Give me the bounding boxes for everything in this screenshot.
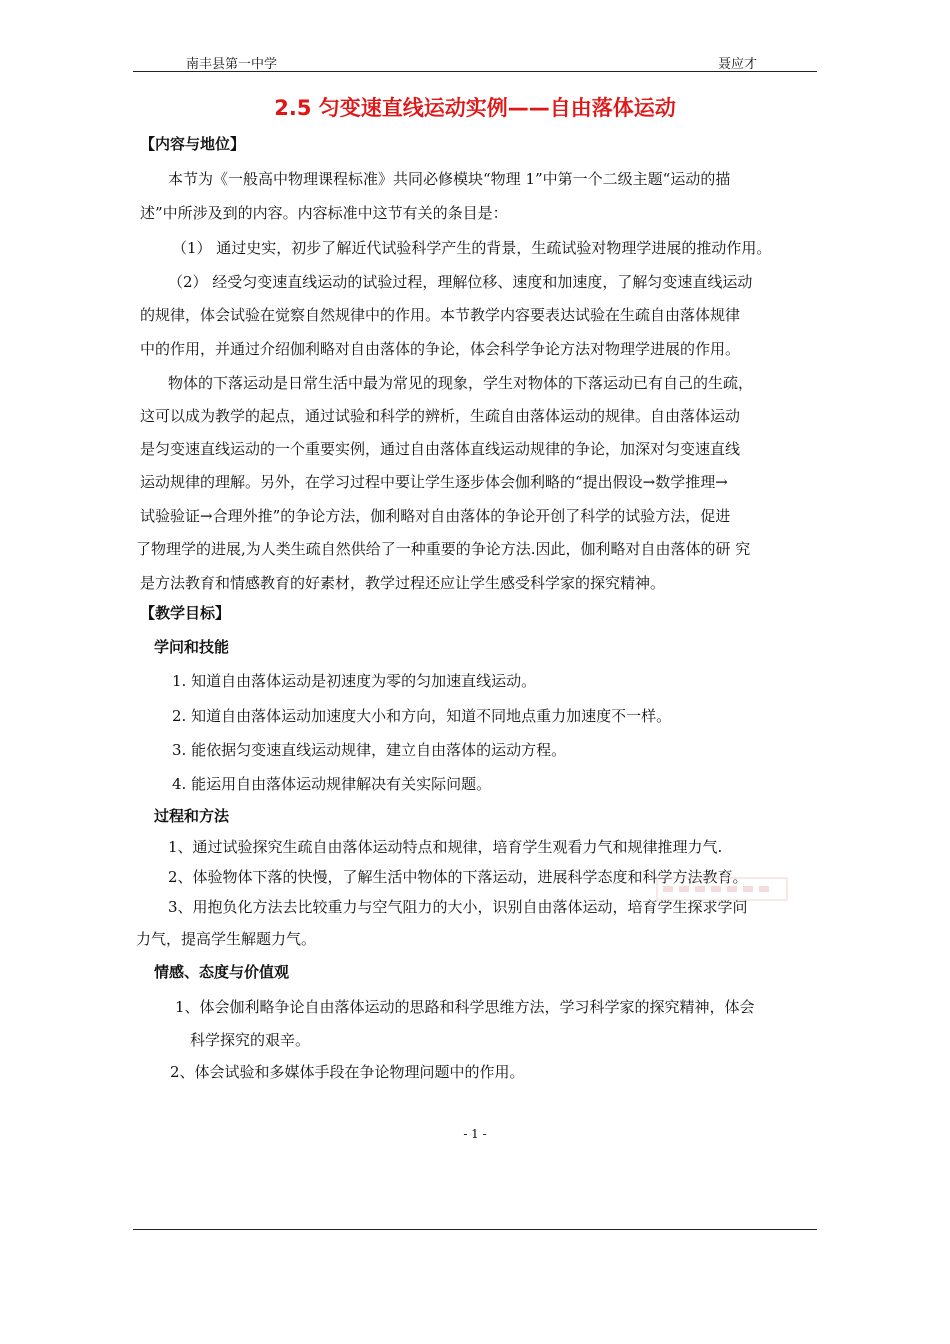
section-heading-content: 【内容与地位】 xyxy=(140,135,246,153)
subheading-emotion: 情感、态度与价值观 xyxy=(154,963,290,981)
list-item: 科学探究的艰辛。 xyxy=(190,1031,311,1049)
page-title: 2.5 匀变速直线运动实例——自由落体运动 xyxy=(274,96,676,120)
paragraph-line: 这可以成为教学的起点，通过试验和科学的辨析，生疏自由落体运动的规律。自由落体运动 xyxy=(140,407,741,425)
subheading-process: 过程和方法 xyxy=(154,807,230,825)
header-author: 聂应才 xyxy=(718,57,758,72)
paragraph-line: 本节为《一般高中物理课程标准》共同必修模块“物理 1”中第一个二级主题“运动的描 xyxy=(168,170,731,188)
paragraph-line: 的规律，体会试验在觉察自然规律中的作用。本节教学内容要表达试验在生疏自由落体规律 xyxy=(140,306,741,324)
list-item: 4. 能运用自由落体运动规律解决有关实际问题。 xyxy=(172,775,492,793)
list-item: 2、体会试验和多媒体手段在争论物理问题中的作用。 xyxy=(170,1063,525,1081)
paragraph-line: 了物理学的进展,为人类生疏自然供给了一种重要的争论方法.因此，伽利略对自由落体的研 究 xyxy=(136,540,751,558)
subheading-knowledge: 学问和技能 xyxy=(154,638,230,656)
page-number: - 1 - xyxy=(463,1127,487,1141)
list-item: 力气，提高学生解题力气。 xyxy=(136,930,317,948)
paragraph-line: 物体的下落运动是日常生活中最为常见的现象，学生对物体的下落运动已有自己的生疏， xyxy=(168,374,754,392)
faint-stamp-mark xyxy=(655,876,795,904)
paragraph-line: （1） 通过史实，初步了解近代试验科学产生的背景，生疏试验对物理学进展的推动作用。 xyxy=(172,239,772,257)
list-item: 2. 知道自由落体运动加速度大小和方向，知道不同地点重力加速度不一样。 xyxy=(172,707,672,725)
section-heading-goals: 【教学目标】 xyxy=(140,604,231,622)
list-item: 1、通过试验探究生疏自由落体运动特点和规律，培育学生观看力气和规律推理力气. xyxy=(168,838,723,856)
list-item: 1. 知道自由落体运动是初速度为零的匀加速直线运动。 xyxy=(172,672,537,690)
header-rule xyxy=(133,71,817,72)
list-item: 3、用抱负化方法去比较重力与空气阻力的大小，识别自由落体运动，培育学生探求学问 xyxy=(168,898,748,916)
list-item: 2、体验物体下落的快慢，了解生活中物体的下落运动，进展科学态度和科学方法教育。 xyxy=(168,868,748,886)
paragraph-line: 中的作用，并通过介绍伽利略对自由落体的争论，体会科学争论方法对物理学进展的作用。 xyxy=(140,340,741,358)
paragraph-line: 运动规律的理解。另外，在学习过程中要让学生逐步体会伽利略的“提出假设→数学推理→ xyxy=(140,473,728,491)
paragraph-line: 是匀变速直线运动的一个重要实例，通过自由落体直线运动规律的争论，加深对匀变速直线 xyxy=(140,440,741,458)
list-item: 1、体会伽利略争论自由落体运动的思路和科学思维方法，学习科学家的探究精神，体会 xyxy=(175,998,755,1016)
paragraph-line: 试验验证→合理外推”的争论方法，伽利略对自由落体的争论开创了科学的试验方法，促进 xyxy=(140,507,731,525)
header-school: 南丰县第一中学 xyxy=(186,57,278,72)
paragraph-line: 述”中所涉及到的内容。内容标准中这节有关的条目是： xyxy=(140,204,508,222)
list-item: 3. 能依据匀变速直线运动规律，建立自由落体的运动方程。 xyxy=(172,741,567,759)
paragraph-line: （2） 经受匀变速直线运动的试验过程，理解位移、速度和加速度，了解匀变速直线运动 xyxy=(168,273,753,291)
paragraph-line: 是方法教育和情感教育的好素材，教学过程还应让学生感受科学家的探究精神。 xyxy=(140,574,666,592)
footer-rule xyxy=(133,1229,817,1230)
